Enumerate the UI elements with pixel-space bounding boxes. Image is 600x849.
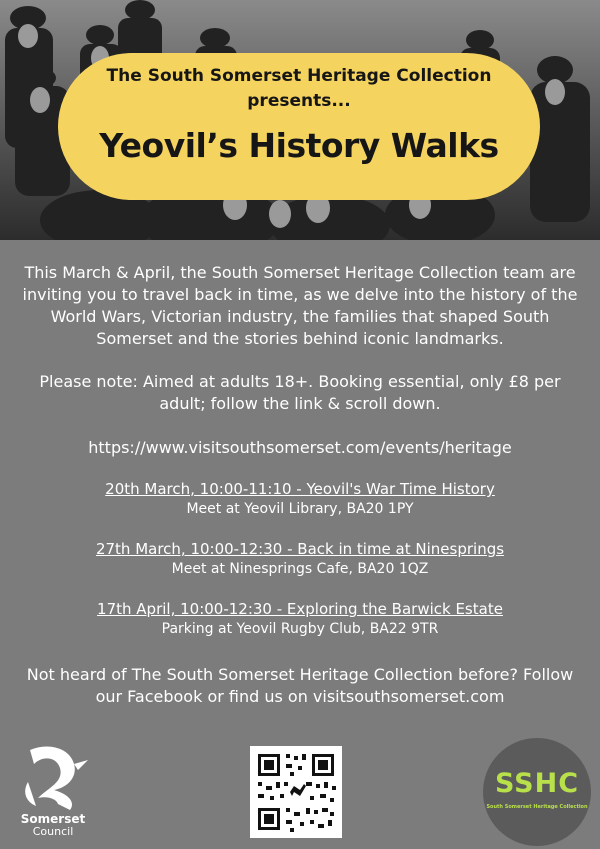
walk-title-link[interactable]: 17th April, 10:00-12:30 - Exploring the Barwick Estate	[97, 600, 503, 618]
council-sub: Council	[32, 825, 74, 838]
booking-note: Please note: Aimed at adults 18+. Booking essential, only £8 per adult; follow the link & scroll down.	[39, 372, 561, 413]
title-banner	[58, 53, 540, 200]
events-link[interactable]: https://www.visitsouthsomerset.com/events/heritage	[88, 438, 512, 457]
intro-text: This March & April, the South Somerset Heritage Collection team are inviting you to travel back in time, as we delve into the history of the World Wars, Victorian industry, the families that shaped South Somerset and the stories behind iconic landmarks.	[22, 263, 578, 348]
walk-item	[20, 539, 580, 579]
sshc-full-name: South Somerset Heritage Collection	[486, 804, 588, 810]
qr-code[interactable]	[250, 746, 342, 838]
wyvern-icon	[8, 742, 98, 812]
walk-item	[20, 599, 580, 639]
council-name: Somerset	[20, 812, 86, 826]
organizer-line: The South Somerset Heritage Collection	[106, 66, 492, 86]
main-content	[20, 262, 580, 708]
walk-meeting-point: Parking at Yeovil Rugby Club, BA22 9TR	[161, 621, 439, 637]
page-title: Yeovil’s History Walks	[99, 126, 499, 165]
walk-title-link[interactable]: 20th March, 10:00-11:10 - Yeovil's War Time History	[105, 480, 495, 498]
header-photo	[0, 0, 600, 240]
walk-item	[20, 479, 580, 519]
walk-meeting-point: Meet at Yeovil Library, BA20 1PY	[186, 501, 414, 517]
walk-meeting-point: Meet at Ninesprings Cafe, BA20 1QZ	[171, 561, 429, 577]
walk-title-link[interactable]: 27th March, 10:00-12:30 - Back in time at Ninesprings	[95, 540, 505, 558]
sshc-logo	[483, 738, 591, 846]
outro-text: Not heard of The South Somerset Heritage Collection before? Follow our Facebook or find us on visitsouthsomerset.com	[26, 665, 574, 706]
sshc-initials: SSHC	[494, 768, 580, 799]
somerset-council-logo	[8, 742, 98, 842]
qr-code-icon	[250, 746, 342, 838]
presents-line: presents...	[247, 91, 351, 111]
